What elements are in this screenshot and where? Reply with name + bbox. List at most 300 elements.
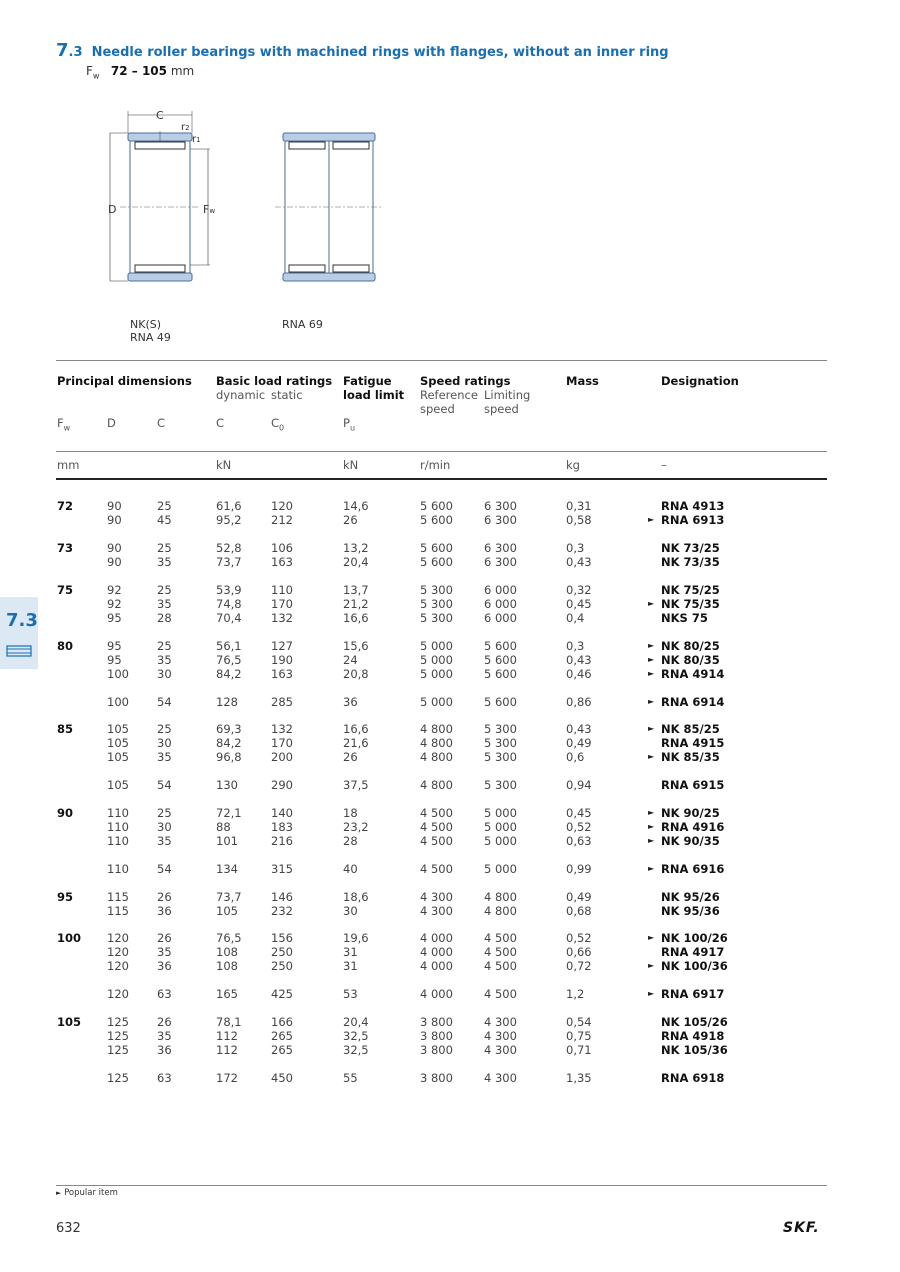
cell-cdyn: 70,4 — [216, 611, 242, 625]
cell-c0: 212 — [271, 513, 293, 527]
diagram-label-nk-line2: RNA 49 — [130, 331, 171, 344]
cell-pu: 53 — [343, 987, 358, 1001]
cell-d: 90 — [107, 541, 122, 555]
cell-mass: 0,71 — [566, 1043, 592, 1057]
cell-c: 28 — [157, 611, 172, 625]
cell-cdyn: 52,8 — [216, 541, 242, 555]
cell-lim: 4 500 — [484, 987, 517, 1001]
cell-pu: 18 — [343, 806, 358, 820]
cell-c: 63 — [157, 987, 172, 1001]
cell-ref: 5 300 — [420, 583, 453, 597]
cell-d: 105 — [107, 736, 129, 750]
cell-cdyn: 112 — [216, 1043, 238, 1057]
cell-ref: 3 800 — [420, 1015, 453, 1029]
cell-fw: 73 — [57, 541, 74, 555]
cell-d: 105 — [107, 750, 129, 764]
cell-ref: 5 600 — [420, 499, 453, 513]
dim-fw-label: Fw — [203, 203, 216, 216]
cell-cdyn: 84,2 — [216, 667, 242, 681]
cell-pu: 26 — [343, 750, 358, 764]
cell-c: 30 — [157, 736, 172, 750]
cell-c: 54 — [157, 862, 172, 876]
cell-pu: 13,7 — [343, 583, 369, 597]
cell-c: 54 — [157, 695, 172, 709]
footer-rule — [56, 1185, 827, 1186]
cell-des: RNA 6913 — [661, 513, 725, 527]
cell-mass: 0,46 — [566, 667, 592, 681]
popular-item-icon: ► — [648, 836, 655, 845]
popular-item-icon: ► — [648, 864, 655, 873]
cell-des: NK 90/35 — [661, 834, 720, 848]
cell-ref: 4 500 — [420, 820, 453, 834]
cell-c0: 127 — [271, 639, 293, 653]
cell-c: 63 — [157, 1071, 172, 1085]
unit-kn-fatigue: kN — [343, 458, 359, 472]
cell-c: 25 — [157, 806, 172, 820]
sym-c-dynamic: C — [216, 416, 225, 430]
cell-mass: 0,32 — [566, 583, 592, 597]
cell-c: 35 — [157, 653, 172, 667]
cell-fw: 75 — [57, 583, 74, 597]
cell-lim: 4 500 — [484, 959, 517, 973]
cell-cdyn: 130 — [216, 778, 238, 792]
cell-des: NK 100/36 — [661, 959, 728, 973]
cell-d: 120 — [107, 959, 129, 973]
cell-des: NK 105/26 — [661, 1015, 728, 1029]
cell-des: RNA 6917 — [661, 987, 725, 1001]
cell-lim: 6 300 — [484, 555, 517, 569]
table-header-rule — [56, 451, 827, 452]
cell-des: RNA 6915 — [661, 778, 725, 792]
cell-d: 115 — [107, 904, 129, 918]
cell-c: 35 — [157, 750, 172, 764]
cell-cdyn: 96,8 — [216, 750, 242, 764]
cell-pu: 19,6 — [343, 931, 369, 945]
cell-ref: 4 000 — [420, 987, 453, 1001]
cell-lim: 5 000 — [484, 806, 517, 820]
cell-d: 120 — [107, 945, 129, 959]
popular-item-note — [56, 1188, 118, 1198]
cell-c: 25 — [157, 722, 172, 736]
cell-cdyn: 53,9 — [216, 583, 242, 597]
cell-d: 90 — [107, 499, 122, 513]
cell-d: 110 — [107, 834, 129, 848]
popular-item-icon: ► — [648, 724, 655, 733]
cell-ref: 4 000 — [420, 931, 453, 945]
cell-c0: 450 — [271, 1071, 293, 1085]
cell-lim: 5 600 — [484, 639, 517, 653]
cell-ref: 4 800 — [420, 778, 453, 792]
cell-lim: 5 000 — [484, 834, 517, 848]
dim-r2-label: r2 — [181, 122, 190, 133]
cell-cdyn: 76,5 — [216, 931, 242, 945]
cell-des: NK 80/35 — [661, 653, 720, 667]
cell-c: 30 — [157, 820, 172, 834]
cell-d: 95 — [107, 653, 122, 667]
cell-lim: 4 300 — [484, 1015, 517, 1029]
cell-c: 36 — [157, 1043, 172, 1057]
cell-c0: 315 — [271, 862, 293, 876]
cell-cdyn: 76,5 — [216, 653, 242, 667]
cell-fw: 80 — [57, 639, 74, 653]
cell-c0: 146 — [271, 890, 293, 904]
cell-mass: 0,45 — [566, 806, 592, 820]
page-number: 632 — [56, 1221, 81, 1236]
cell-ref: 5 600 — [420, 555, 453, 569]
cell-des: RNA 4917 — [661, 945, 725, 959]
cell-d: 125 — [107, 1029, 129, 1043]
needle-bearing-icon — [6, 645, 32, 657]
cell-des: RNA 6914 — [661, 695, 725, 709]
cell-pu: 15,6 — [343, 639, 369, 653]
cell-des: NK 100/26 — [661, 931, 728, 945]
cell-c0: 106 — [271, 541, 293, 555]
popular-item-icon: ► — [648, 515, 655, 524]
cell-c: 36 — [157, 904, 172, 918]
cell-cdyn: 95,2 — [216, 513, 242, 527]
unit-kn: kN — [216, 458, 232, 472]
cell-cdyn: 108 — [216, 959, 238, 973]
cell-lim: 6 000 — [484, 597, 517, 611]
cell-cdyn: 134 — [216, 862, 238, 876]
range-symbol-sub: w — [92, 71, 100, 81]
cell-mass: 0,63 — [566, 834, 592, 848]
cell-pu: 37,5 — [343, 778, 369, 792]
bearing-drawings — [100, 105, 400, 295]
cell-cdyn: 128 — [216, 695, 238, 709]
cell-lim: 4 300 — [484, 1043, 517, 1057]
cell-mass: 0,43 — [566, 722, 592, 736]
dim-d-label: D — [108, 203, 117, 216]
cell-ref: 4 800 — [420, 750, 453, 764]
cell-c0: 216 — [271, 834, 293, 848]
cell-pu: 21,6 — [343, 736, 369, 750]
cell-cdyn: 105 — [216, 904, 238, 918]
cell-des: NK 75/35 — [661, 597, 720, 611]
cell-pu: 36 — [343, 695, 358, 709]
cell-des: NK 85/35 — [661, 750, 720, 764]
cell-pu: 20,4 — [343, 1015, 369, 1029]
cell-c0: 183 — [271, 820, 293, 834]
header-limiting-1: Limiting — [484, 388, 531, 402]
cell-cdyn: 172 — [216, 1071, 238, 1085]
cell-d: 100 — [107, 695, 129, 709]
cell-c0: 265 — [271, 1029, 293, 1043]
cell-des: RNA 6918 — [661, 1071, 725, 1085]
section-number: 7 — [56, 40, 69, 61]
cell-c0: 140 — [271, 806, 293, 820]
header-principal: Principal dimensions — [57, 374, 192, 388]
popular-item-icon: ► — [648, 599, 655, 608]
diagram-label-nk — [130, 318, 171, 344]
cell-cdyn: 74,8 — [216, 597, 242, 611]
popular-item-icon: ► — [648, 822, 655, 831]
cell-des: RNA 4915 — [661, 736, 725, 750]
cell-lim: 6 300 — [484, 499, 517, 513]
skf-logo: SKF. — [783, 1220, 820, 1236]
cell-lim: 4 300 — [484, 1029, 517, 1043]
cell-mass: 0,49 — [566, 736, 592, 750]
cell-d: 125 — [107, 1071, 129, 1085]
section-side-tab — [0, 597, 38, 669]
cell-lim: 4 500 — [484, 945, 517, 959]
cell-c0: 163 — [271, 667, 293, 681]
header-fatigue-2: load limit — [343, 388, 405, 402]
diagram-label-nk-line1: NK(S) — [130, 318, 162, 331]
header-fatigue-1: Fatigue — [343, 374, 392, 388]
cell-cdyn: 73,7 — [216, 555, 242, 569]
cell-pu: 40 — [343, 862, 358, 876]
cell-c0: 170 — [271, 597, 293, 611]
cell-c0: 170 — [271, 736, 293, 750]
cell-des: RNA 4913 — [661, 499, 725, 513]
cell-c0: 290 — [271, 778, 293, 792]
cell-cdyn: 73,7 — [216, 890, 242, 904]
cell-c0: 163 — [271, 555, 293, 569]
cell-c: 36 — [157, 959, 172, 973]
cell-fw: 90 — [57, 806, 74, 820]
cell-des: NK 80/25 — [661, 639, 720, 653]
section-heading: Needle roller bearings with machined rings with flanges, without an inner ring — [91, 45, 669, 60]
cell-des: RNA 4916 — [661, 820, 725, 834]
cell-c0: 250 — [271, 945, 293, 959]
cell-mass: 0,43 — [566, 653, 592, 667]
cell-lim: 5 300 — [484, 722, 517, 736]
cell-mass: 0,45 — [566, 597, 592, 611]
unit-mm: mm — [57, 458, 80, 472]
header-limiting-2: speed — [484, 402, 519, 416]
cell-cdyn: 69,3 — [216, 722, 242, 736]
cell-ref: 3 800 — [420, 1043, 453, 1057]
cell-d: 92 — [107, 597, 122, 611]
cell-lim: 5 600 — [484, 667, 517, 681]
unit-rpm: r/min — [420, 458, 451, 472]
cell-fw: 100 — [57, 931, 82, 945]
cell-pu: 21,2 — [343, 597, 369, 611]
cell-pu: 26 — [343, 513, 358, 527]
popular-marker-icon: ► — [56, 1189, 62, 1197]
cell-c0: 200 — [271, 750, 293, 764]
cell-pu: 14,6 — [343, 499, 369, 513]
popular-item-icon: ► — [648, 989, 655, 998]
header-speed: Speed ratings — [420, 374, 511, 388]
cell-mass: 1,35 — [566, 1071, 592, 1085]
sym-c0: $C_0$ — [271, 416, 285, 433]
header-designation: Designation — [661, 374, 739, 388]
cell-d: 125 — [107, 1015, 129, 1029]
cell-c: 35 — [157, 834, 172, 848]
cell-ref: 4 300 — [420, 890, 453, 904]
header-static: static — [271, 388, 303, 402]
unit-designation: – — [661, 458, 667, 472]
cell-c0: 285 — [271, 695, 293, 709]
cell-fw: 72 — [57, 499, 74, 513]
cell-cdyn: 61,6 — [216, 499, 242, 513]
cell-c0: 425 — [271, 987, 293, 1001]
cell-des: NK 95/36 — [661, 904, 720, 918]
cell-cdyn: 112 — [216, 1029, 238, 1043]
cell-pu: 23,2 — [343, 820, 369, 834]
cell-fw: 95 — [57, 890, 74, 904]
cell-ref: 3 800 — [420, 1029, 453, 1043]
cell-des: NK 90/25 — [661, 806, 720, 820]
cell-ref: 4 000 — [420, 959, 453, 973]
cell-fw: 85 — [57, 722, 74, 736]
cell-lim: 6 000 — [484, 611, 517, 625]
cell-ref: 5 000 — [420, 695, 453, 709]
popular-item-icon: ► — [648, 933, 655, 942]
cell-pu: 28 — [343, 834, 358, 848]
cell-d: 120 — [107, 987, 129, 1001]
cell-ref: 5 000 — [420, 667, 453, 681]
cell-d: 92 — [107, 583, 122, 597]
cell-lim: 6 300 — [484, 513, 517, 527]
dim-c-label: C — [156, 109, 164, 122]
cell-c: 30 — [157, 667, 172, 681]
cell-pu: 16,6 — [343, 611, 369, 625]
cell-mass: 1,2 — [566, 987, 585, 1001]
cell-c0: 265 — [271, 1043, 293, 1057]
cell-mass: 0,49 — [566, 890, 592, 904]
cell-ref: 4 500 — [420, 806, 453, 820]
cell-d: 110 — [107, 806, 129, 820]
cell-d: 110 — [107, 820, 129, 834]
cell-lim: 6 000 — [484, 583, 517, 597]
cell-des: NK 85/25 — [661, 722, 720, 736]
unit-kg: kg — [566, 458, 580, 472]
cell-d: 120 — [107, 931, 129, 945]
cell-pu: 32,5 — [343, 1043, 369, 1057]
popular-item-icon: ► — [648, 669, 655, 678]
cell-ref: 5 000 — [420, 639, 453, 653]
cell-lim: 5 300 — [484, 778, 517, 792]
sym-pu: $P_u$ — [343, 416, 356, 433]
bearing-drawing-rna69 — [275, 133, 383, 281]
cell-lim: 5 300 — [484, 736, 517, 750]
cell-ref: 5 600 — [420, 513, 453, 527]
cell-pu: 20,8 — [343, 667, 369, 681]
header-reference-1: Reference — [420, 388, 478, 402]
cell-mass: 0,4 — [566, 611, 585, 625]
section-title — [56, 40, 669, 61]
cell-d: 115 — [107, 890, 129, 904]
cell-des: NKS 75 — [661, 611, 708, 625]
cell-d: 95 — [107, 639, 122, 653]
cell-cdyn: 72,1 — [216, 806, 242, 820]
header-reference-2: speed — [420, 402, 455, 416]
cell-fw: 105 — [57, 1015, 82, 1029]
cell-c: 35 — [157, 555, 172, 569]
cell-ref: 4 300 — [420, 904, 453, 918]
cell-ref: 4 800 — [420, 736, 453, 750]
cell-des: NK 73/25 — [661, 541, 720, 555]
section-subnumber: .3 — [68, 45, 83, 60]
dim-r1-label: r1 — [192, 134, 201, 145]
cell-d: 95 — [107, 611, 122, 625]
cell-c: 26 — [157, 890, 172, 904]
cell-pu: 13,2 — [343, 541, 369, 555]
cell-cdyn: 84,2 — [216, 736, 242, 750]
cell-lim: 4 500 — [484, 931, 517, 945]
side-tab-label: 7.3 — [6, 610, 38, 631]
range-value: 72 – 105 — [110, 64, 168, 78]
cell-c0: 166 — [271, 1015, 293, 1029]
cell-lim: 5 600 — [484, 653, 517, 667]
cell-des: RNA 4914 — [661, 667, 725, 681]
popular-item-icon: ► — [648, 961, 655, 970]
cell-c: 26 — [157, 931, 172, 945]
cell-mass: 0,31 — [566, 499, 592, 513]
cell-lim: 6 300 — [484, 541, 517, 555]
cell-ref: 5 300 — [420, 597, 453, 611]
cell-mass: 0,66 — [566, 945, 592, 959]
cell-cdyn: 78,1 — [216, 1015, 242, 1029]
cell-c0: 232 — [271, 904, 293, 918]
cell-d: 90 — [107, 555, 122, 569]
cell-ref: 3 800 — [420, 1071, 453, 1085]
cell-lim: 5 000 — [484, 820, 517, 834]
cell-pu: 31 — [343, 959, 358, 973]
sym-fw: $F_w$ — [57, 416, 71, 433]
cell-mass: 0,58 — [566, 513, 592, 527]
cell-mass: 0,99 — [566, 862, 592, 876]
cell-c: 45 — [157, 513, 172, 527]
cell-ref: 5 300 — [420, 611, 453, 625]
cell-lim: 5 300 — [484, 750, 517, 764]
cell-lim: 4 300 — [484, 1071, 517, 1085]
cell-c0: 120 — [271, 499, 293, 513]
cell-lim: 5 000 — [484, 862, 517, 876]
cell-cdyn: 108 — [216, 945, 238, 959]
cell-c: 35 — [157, 597, 172, 611]
table-units-rule — [56, 478, 827, 480]
cell-mass: 0,6 — [566, 750, 585, 764]
cell-des: NK 73/35 — [661, 555, 720, 569]
cell-c: 25 — [157, 639, 172, 653]
diagram-label-rna69: RNA 69 — [282, 318, 323, 331]
popular-item-icon: ► — [648, 697, 655, 706]
cell-mass: 0,52 — [566, 820, 592, 834]
cell-pu: 18,6 — [343, 890, 369, 904]
cell-mass: 0,43 — [566, 555, 592, 569]
popular-item-icon: ► — [648, 808, 655, 817]
cell-des: RNA 6916 — [661, 862, 725, 876]
cell-c: 26 — [157, 1015, 172, 1029]
cell-c: 25 — [157, 541, 172, 555]
cell-ref: 4 800 — [420, 722, 453, 736]
header-basic-load: Basic load ratings — [216, 374, 333, 388]
cell-cdyn: 88 — [216, 820, 231, 834]
cell-mass: 0,72 — [566, 959, 592, 973]
sym-d: D — [107, 416, 116, 430]
cell-c0: 156 — [271, 931, 293, 945]
cell-d: 105 — [107, 778, 129, 792]
cell-c0: 250 — [271, 959, 293, 973]
cell-c: 35 — [157, 1029, 172, 1043]
popular-item-icon: ► — [648, 655, 655, 664]
cell-lim: 4 800 — [484, 890, 517, 904]
cell-d: 100 — [107, 667, 129, 681]
popular-item-icon: ► — [648, 641, 655, 650]
footnote-text: Popular item — [64, 1188, 118, 1198]
popular-item-icon: ► — [648, 752, 655, 761]
cell-mass: 0,52 — [566, 931, 592, 945]
sym-c: C — [157, 416, 166, 430]
cell-pu: 16,6 — [343, 722, 369, 736]
cell-pu: 31 — [343, 945, 358, 959]
cell-cdyn: 56,1 — [216, 639, 242, 653]
cell-pu: 24 — [343, 653, 358, 667]
